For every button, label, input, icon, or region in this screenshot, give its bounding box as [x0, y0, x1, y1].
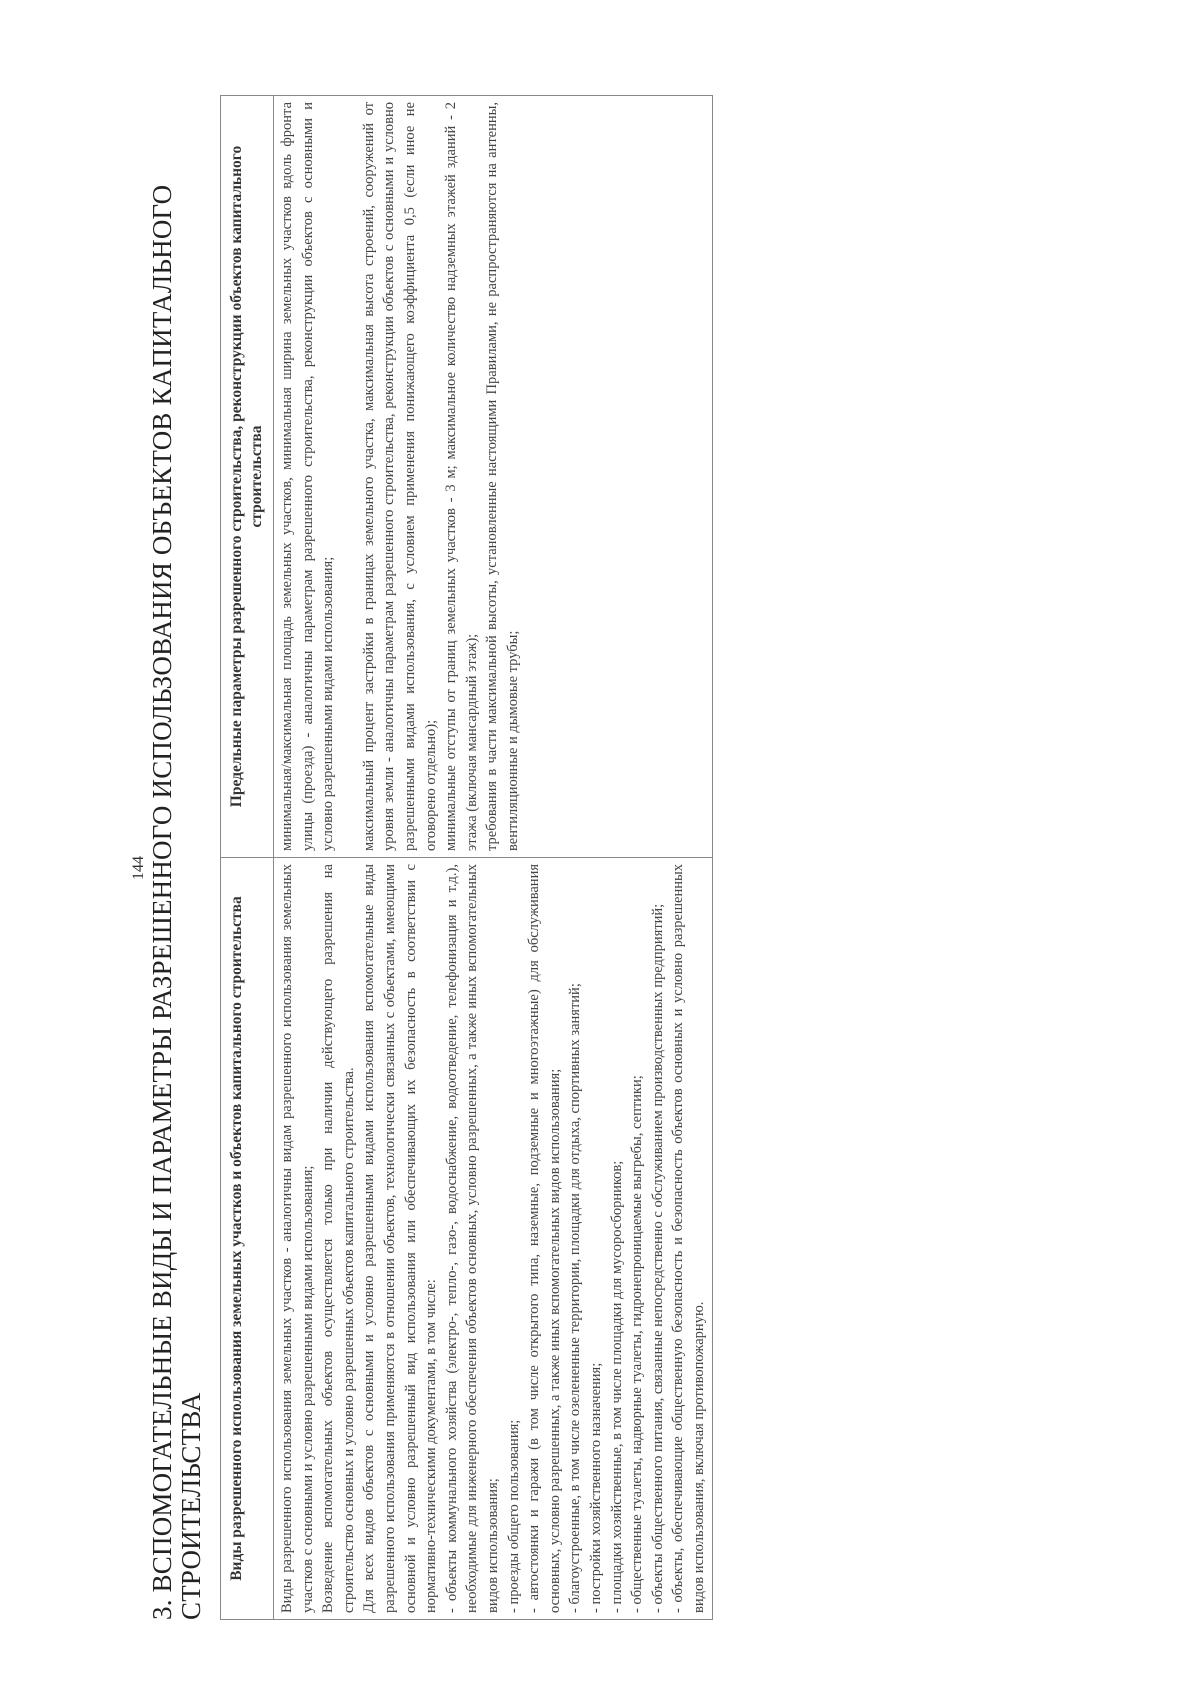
- header-use-types: Виды разрешенного использования земельных участков и объектов капитального строительства: [221, 858, 274, 1620]
- list-item: - общественные туалеты, надворные туалеты, гидронепроницаемые выгребы, септики;: [629, 1075, 646, 1613]
- list-item: максимальный процент застройки в границах земельного участка, максимальная высота строений, сооружений от уровня земли - аналогичны параметрам разрешенного строительства, реконструкции объектов с основными и условно разрешенными видами использования, с условием применения понижающего коэффициента 0,5 (если иное не оговорено отдельно);: [360, 102, 439, 851]
- list-item: - площадки хозяйственные, в том числе площадки для мусоросборников;: [608, 1160, 625, 1613]
- list-item: - постройки хозяйственного назначения;: [587, 1362, 604, 1613]
- list-item: - проезды общего пользования;: [505, 1419, 522, 1613]
- parameters-table: [220, 95, 713, 1620]
- list-item: - благоустроенные, в том числе озелененные территории, площадки для отдыха, спортивных занятий;: [567, 983, 584, 1613]
- list-item: - объекты коммунального хозяйства (электро-, тепло-, газо-, водоснабжение, водоотведение, телефонизация и т.д.), необходимые для инженерного обеспечения объектов основных, условно разрешенных, а также иных вспомогательных видов использования;: [443, 864, 501, 1613]
- table-row: [274, 96, 713, 1620]
- list-item: - автостоянки и гаражи (в том числе открытого типа, наземные, подземные и многоэтажные) для обслуживания основных, условно разрешенных, а также иных вспомогательных видов использования;: [526, 864, 563, 1613]
- rotated-page: [70, 80, 1120, 1640]
- list-item: Возведение вспомогательных объектов осуществляется только при наличии действующего разрешения на строительство основных и условно разрешенных объектов капитального строительства.: [320, 864, 357, 1613]
- use-types-cell: [274, 858, 713, 1620]
- list-item: - объекты общественного питания, связанные непосредственно с обслуживанием производственных предприятий;: [649, 903, 666, 1613]
- list-item: минимальные отступы от границ земельных участков - 3 м; максимальное количество надземных этажей зданий - 2 этажа (включая мансардный этаж);: [443, 102, 480, 851]
- list-item: требования в части максимальной высоты, установленные настоящими Правилами, не распространяются на антенны, вентиляционные и дымовые трубы;: [484, 102, 521, 851]
- header-limit-parameters: Предельные параметры разрешенного строительства, реконструкции объектов капитального строительства: [221, 96, 274, 858]
- limit-parameters-cell: [274, 96, 713, 858]
- list-item: Виды разрешенного использования земельных участков - аналогичны видам разрешенного использования земельных участков с основными и условно разрешенными видами использования;: [279, 864, 316, 1613]
- list-item: минимальная/максимальная площадь земельных участков, минимальная ширина земельных участков вдоль фронта улицы (проезда) - аналогичны параметрам разрешенного строительства, реконструкции объектов с основными и условно разрешенными видами использования;: [279, 102, 337, 851]
- list-item: Для всех видов объектов с основными и условно разрешенными видами использования вспомогательные виды разрешенного использования применяются в отношении объектов, технологически связанных с объектами, имеющими основной и условно разрешенный вид использования или обеспечивающих их безопасность в соответствии с нормативно-техническими документами, в том числе:: [361, 864, 440, 1613]
- table-header-row: [221, 96, 274, 1620]
- page-number: 144: [130, 856, 147, 880]
- section-title: 3. ВСПОМОГАТЕЛЬНЫЕ ВИДЫ И ПАРАМЕТРЫ РАЗРЕШЕННОГО ИСПОЛЬЗОВАНИЯ ОБЪЕКТОВ КАПИТАЛЬНОГО СТРОИТЕЛЬСТВА: [147, 184, 206, 1620]
- list-item: - объекты, обеспечивающие общественную безопасность и безопасность объектов основных и условно разрешенных видов использования, включая противопожарную.: [670, 864, 707, 1613]
